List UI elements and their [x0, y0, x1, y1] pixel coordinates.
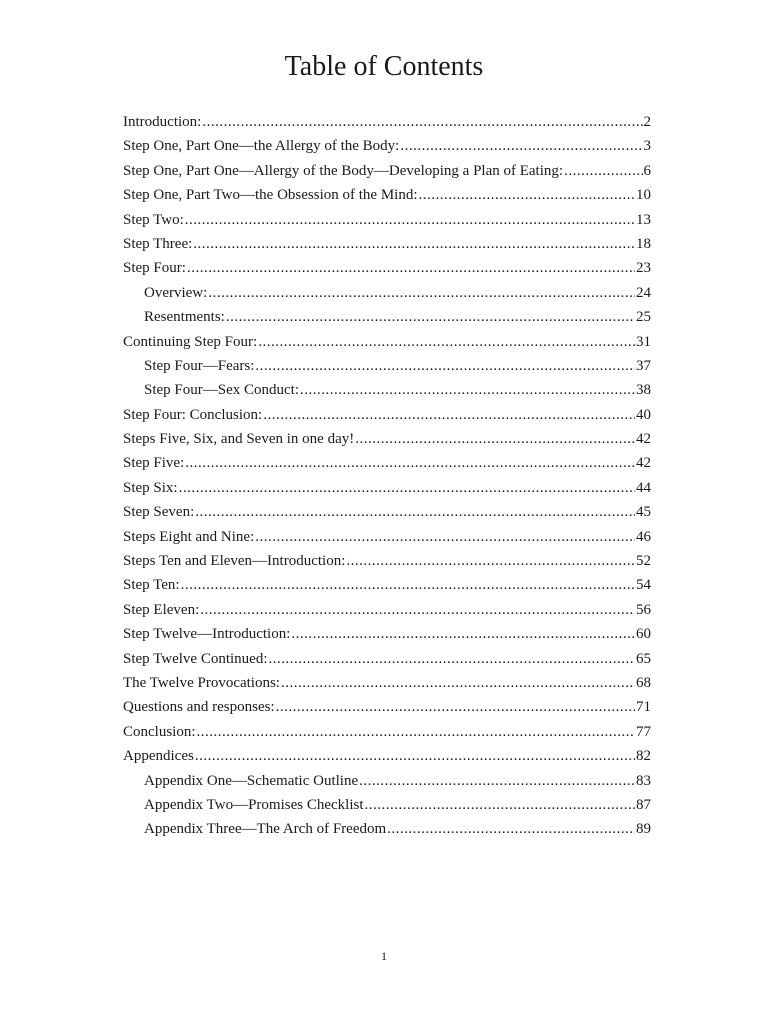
toc-dot-leader	[202, 110, 642, 134]
toc-entry	[123, 354, 651, 378]
toc-dot-leader	[187, 256, 635, 280]
toc-entry-page-number: 71	[636, 699, 651, 716]
toc-dot-leader	[255, 354, 635, 378]
toc-dot-leader	[346, 549, 635, 573]
toc-entry-page-number: 56	[636, 601, 651, 618]
toc-entry	[123, 305, 651, 329]
toc-entry	[123, 208, 651, 232]
page-title: Table of Contents	[284, 51, 484, 82]
toc-entry-page-number: 40	[636, 406, 651, 423]
toc-entry-page-number: 6	[643, 162, 651, 179]
toc-dot-leader	[193, 232, 635, 256]
toc-dot-leader	[291, 622, 635, 646]
toc-entry	[123, 549, 651, 573]
toc-entry	[123, 232, 651, 256]
toc-entry-title: Step Five:	[123, 455, 185, 472]
toc-entry-page-number: 37	[636, 357, 651, 374]
toc-entry-title: The Twelve Provocations:	[123, 674, 280, 691]
toc-entry-title: Step One, Part Two—the Obsession of the Mind:	[123, 187, 418, 204]
toc-entry-title: Step Twelve Continued:	[123, 650, 268, 667]
toc-entry-page-number: 31	[636, 333, 651, 350]
toc-dot-leader	[255, 525, 635, 549]
toc-dot-leader	[400, 134, 642, 158]
toc-dot-leader	[359, 769, 635, 793]
toc-dot-leader	[181, 573, 635, 597]
toc-entry	[123, 403, 651, 427]
toc-entry-page-number: 60	[636, 626, 651, 643]
toc-entry	[123, 330, 651, 354]
toc-entry-title: Steps Five, Six, and Seven in one day!	[123, 431, 355, 448]
toc-entry-title: Step Three:	[123, 235, 193, 252]
toc-entry-page-number: 83	[636, 772, 651, 789]
toc-entry	[123, 793, 651, 817]
toc-entry-page-number: 44	[636, 479, 651, 496]
toc-dot-leader	[195, 744, 635, 768]
toc-entry-page-number: 68	[636, 674, 651, 691]
toc-entry-page-number: 54	[636, 577, 651, 594]
toc-entry-page-number: 82	[636, 748, 651, 765]
table-of-contents	[123, 110, 651, 842]
toc-dot-leader	[281, 671, 635, 695]
toc-entry	[123, 744, 651, 768]
toc-entry-title: Step Four—Sex Conduct:	[144, 382, 300, 399]
toc-entry-title: Resentments:	[144, 309, 225, 326]
toc-entry-title: Step Twelve—Introduction:	[123, 626, 291, 643]
toc-entry	[123, 622, 651, 646]
toc-entry	[123, 720, 651, 744]
toc-entry-page-number: 23	[636, 260, 651, 277]
toc-entry	[123, 256, 651, 280]
toc-entry	[123, 427, 651, 451]
toc-dot-leader	[355, 427, 635, 451]
toc-entry-title: Steps Ten and Eleven—Introduction:	[123, 553, 346, 570]
toc-entry-title: Steps Eight and Nine:	[123, 528, 255, 545]
toc-entry-page-number: 46	[636, 528, 651, 545]
toc-entry	[123, 817, 651, 841]
toc-entry-page-number: 42	[636, 455, 651, 472]
toc-dot-leader	[263, 403, 635, 427]
toc-dot-leader	[387, 817, 635, 841]
toc-entry	[123, 500, 651, 524]
toc-dot-leader	[185, 208, 635, 232]
toc-entry	[123, 378, 651, 402]
toc-entry	[123, 281, 651, 305]
toc-entry-page-number: 89	[636, 821, 651, 838]
toc-dot-leader	[200, 598, 635, 622]
toc-dot-leader	[276, 695, 635, 719]
toc-dot-leader	[179, 476, 635, 500]
toc-entry	[123, 598, 651, 622]
toc-entry-page-number: 65	[636, 650, 651, 667]
toc-entry-title: Appendix One—Schematic Outline	[144, 772, 359, 789]
toc-entry-title: Step Ten:	[123, 577, 180, 594]
toc-entry-page-number: 2	[643, 114, 651, 130]
toc-dot-leader	[185, 451, 635, 475]
toc-dot-leader	[269, 647, 636, 671]
toc-entry-title: Step One, Part One—Allergy of the Body—Developing a Plan of Eating:	[123, 162, 564, 179]
toc-entry-page-number: 52	[636, 553, 651, 570]
toc-entry-title: Step Four: Conclusion:	[123, 406, 263, 423]
toc-entry	[123, 525, 651, 549]
toc-entry	[123, 110, 651, 134]
toc-entry	[123, 476, 651, 500]
toc-entry-page-number: 25	[636, 309, 651, 326]
toc-entry-page-number: 13	[636, 211, 651, 228]
toc-entry	[123, 695, 651, 719]
toc-entry	[123, 671, 651, 695]
toc-entry-page-number: 42	[636, 431, 651, 448]
toc-entry-title: Step Eleven:	[123, 601, 200, 618]
toc-entry-title: Step Four—Fears:	[144, 357, 255, 374]
toc-entry-title: Appendix Three—The Arch of Freedom	[144, 821, 387, 838]
toc-entry-page-number: 18	[636, 235, 651, 252]
toc-entry-title: Conclusion:	[123, 723, 196, 740]
toc-entry-title: Appendices	[123, 748, 194, 765]
toc-entry-page-number: 3	[643, 138, 651, 155]
toc-entry-page-number: 45	[636, 504, 651, 521]
toc-entry-page-number: 24	[636, 284, 651, 301]
toc-entry-page-number: 38	[636, 382, 651, 399]
toc-dot-leader	[226, 305, 635, 329]
toc-entry	[123, 183, 651, 207]
toc-dot-leader	[195, 500, 635, 524]
toc-entry	[123, 159, 651, 183]
toc-entry-title: Appendix Two—Promises Checklist	[144, 796, 364, 813]
toc-entry-title: Step Four:	[123, 260, 186, 277]
toc-entry-page-number: 87	[636, 796, 651, 813]
page-number: 1	[381, 949, 387, 963]
toc-entry	[123, 451, 651, 475]
toc-entry-title: Step Seven:	[123, 504, 195, 521]
toc-entry-page-number: 77	[636, 723, 651, 740]
toc-entry-title: Overview:	[144, 284, 208, 301]
toc-entry	[123, 769, 651, 793]
toc-entry	[123, 134, 651, 158]
toc-dot-leader	[208, 281, 635, 305]
toc-dot-leader	[365, 793, 636, 817]
toc-dot-leader	[564, 159, 642, 183]
toc-entry-title: Step Two:	[123, 211, 184, 228]
toc-entry-title: Step One, Part One—the Allergy of the Body:	[123, 138, 400, 155]
toc-dot-leader	[300, 378, 635, 402]
toc-entry-title: Step Six:	[123, 479, 178, 496]
toc-entry	[123, 647, 651, 671]
toc-entry	[123, 573, 651, 597]
toc-dot-leader	[197, 720, 635, 744]
toc-entry-title: Introduction:	[123, 114, 202, 130]
toc-entry-title: Continuing Step Four:	[123, 333, 258, 350]
toc-entry-title: Questions and responses:	[123, 699, 275, 716]
toc-dot-leader	[258, 330, 635, 354]
toc-dot-leader	[419, 183, 636, 207]
toc-entry-page-number: 10	[636, 187, 651, 204]
